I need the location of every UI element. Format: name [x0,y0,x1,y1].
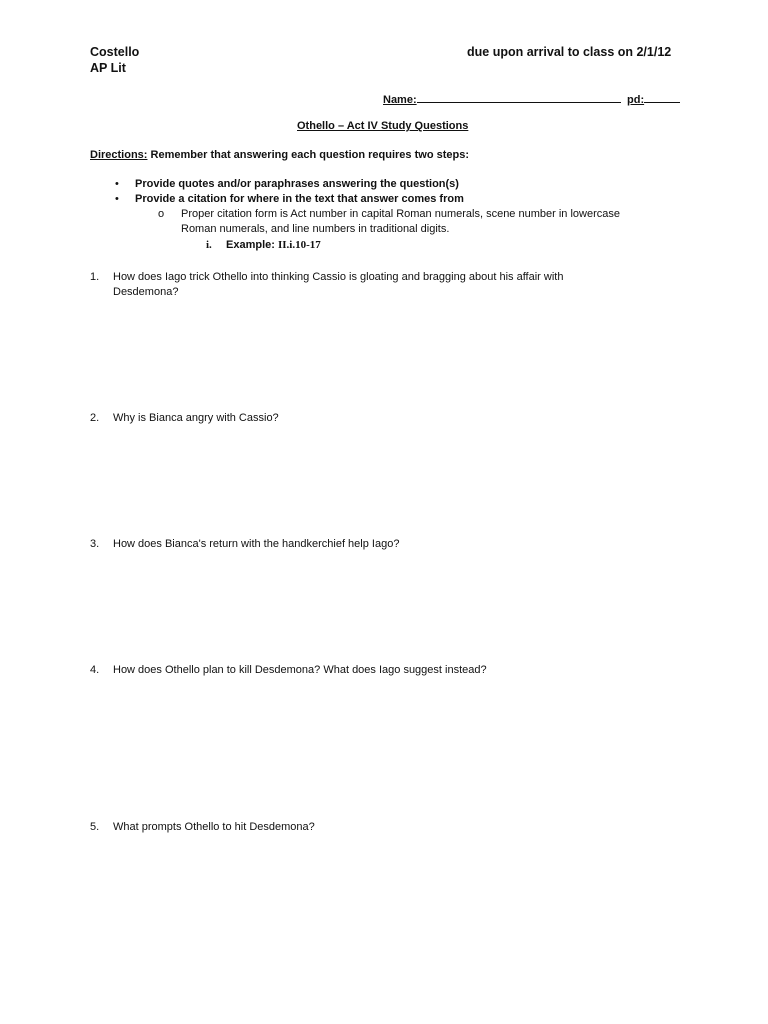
citation-rule-line-2: Roman numerals, and line numbers in traditional digits. [181,223,450,235]
name-field[interactable] [383,91,621,106]
question-3-text: How does Bianca's return with the handkerchief help Iago? [113,538,400,550]
question-2-number: 2. [90,412,100,424]
teacher-name: Costello [90,45,140,59]
document-title: Othello – Act IV Study Questions [297,120,469,132]
example [226,239,321,251]
question-1-text-line-2: Desdemona? [113,286,179,298]
sub-bullet-marker: o [158,208,165,220]
directions-text: Remember that answering each question requires two steps: [147,149,469,161]
direction-bullet-1: Provide quotes and/or paraphrases answering the question(s) [135,178,459,190]
question-5-number: 5. [90,821,100,833]
question-4-number: 4. [90,664,100,676]
question-2-text: Why is Bianca angry with Cassio? [113,412,279,424]
question-1-text-line-1: How does Iago trick Othello into thinking Cassio is gloating and bragging about his affair with [113,271,564,283]
question-4-text: How does Othello plan to kill Desdemona? What does Iago suggest instead? [113,664,487,676]
name-label: Name: [383,94,417,106]
direction-bullet-2: Provide a citation for where in the text that answer comes from [135,193,464,205]
directions-label: Directions: [90,149,148,161]
bullet-dot-icon: • [115,178,119,190]
question-5-text: What prompts Othello to hit Desdemona? [113,821,315,833]
course-name: AP Lit [90,61,126,75]
period-field[interactable] [627,91,680,106]
name-blank[interactable] [417,91,621,103]
example-value: II.i.10-17 [277,239,321,251]
question-1-number: 1. [90,271,100,283]
directions [90,149,469,161]
example-label: Example: [226,239,278,251]
pd-label: pd: [627,94,645,106]
pd-blank[interactable] [644,91,680,103]
bullet-dot-icon: • [115,193,119,205]
question-3-number: 3. [90,538,100,550]
due-date: due upon arrival to class on 2/1/12 [467,45,672,59]
example-marker: i. [206,239,212,251]
citation-rule-line-1: Proper citation form is Act number in capital Roman numerals, scene number in lowercase [181,208,620,220]
